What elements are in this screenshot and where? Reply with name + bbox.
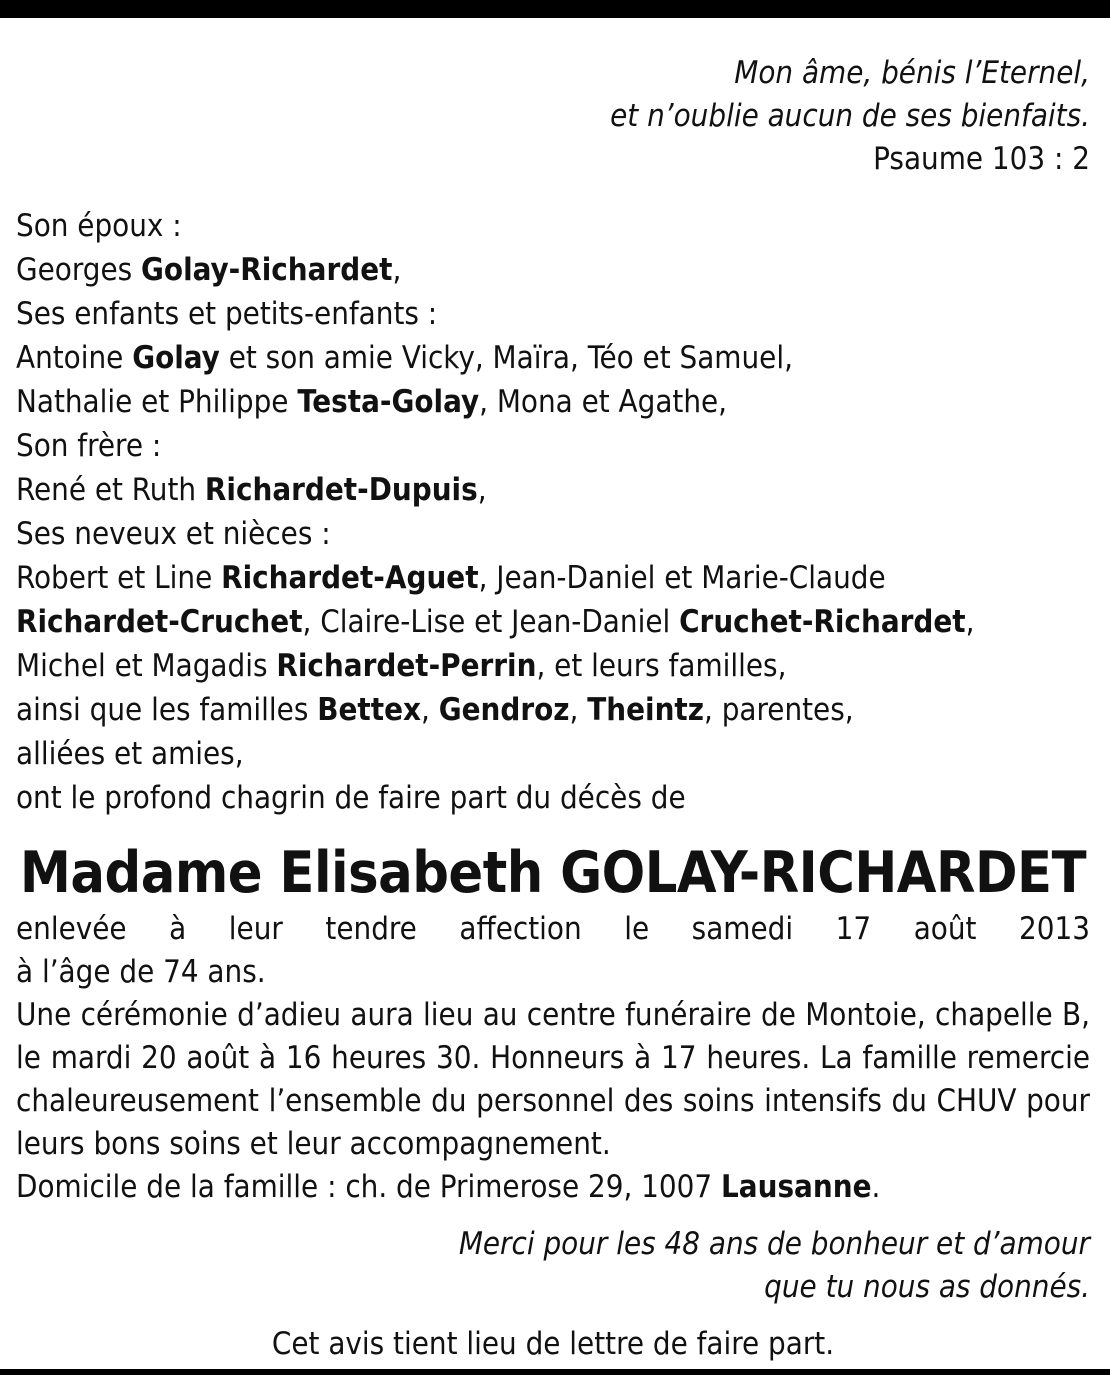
brother-surname: Richardet-Dupuis: [204, 472, 478, 508]
family-name-theintz: Theintz: [587, 692, 704, 728]
child1-surname: Golay: [132, 340, 220, 376]
families-separator-1: ,: [421, 692, 439, 728]
domicile-city: Lausanne: [721, 1169, 872, 1205]
brother-heading: Son frère :: [16, 428, 162, 464]
closing-line-2: que tu nous as donnés.: [764, 1269, 1090, 1305]
epigraph-line-2: et n’oublie aucun de ses bienfaits.: [610, 98, 1090, 134]
family-name-gendroz: Gendroz: [438, 692, 570, 728]
epigraph-line-1: Mon âme, bénis l’Eternel,: [734, 55, 1090, 91]
epigraph: [16, 52, 1090, 181]
nephew3-punctuation: ,: [965, 604, 975, 640]
closing-line-1: Merci pour les 48 ans de bonheur et d’amour: [458, 1226, 1090, 1262]
child2-first-names: Nathalie et Philippe: [16, 384, 298, 420]
nephew1-first-names: Robert et Line: [16, 560, 222, 596]
nephew2-rest: , Claire-Lise et Jean-Daniel: [302, 604, 680, 640]
families-prefix: ainsi que les familles: [16, 692, 318, 728]
closing-thanks: [16, 1223, 1090, 1309]
obituary-notice: [16, 52, 1090, 1366]
child-line-2: [16, 380, 1090, 424]
allied-line: alliées et amies,: [16, 736, 244, 772]
spouse-heading: Son époux :: [16, 208, 182, 244]
family-list: [16, 204, 1090, 820]
epigraph-reference: Psaume 103 : 2: [873, 141, 1090, 177]
nephew-line-3: [16, 644, 1090, 688]
deceased-name: Madame Elisabeth GOLAY-RICHARDET: [19, 840, 1087, 906]
nephew1-surname: Richardet-Aguet: [221, 560, 479, 596]
brother-first-names: René et Ruth: [16, 472, 205, 508]
families-rest: , parentes,: [704, 692, 854, 728]
spouse-punctuation: ,: [392, 252, 402, 288]
brother-line: [16, 468, 1090, 512]
child1-rest: et son amie Vicky, Maïra, Téo et Samuel,: [219, 340, 793, 376]
details-block: [16, 908, 1090, 1209]
spouse-first-name: Georges: [16, 252, 142, 288]
spouse-line: [16, 248, 1090, 292]
domicile-address: Domicile de la famille : ch. de Primerose 29, 1007: [16, 1169, 721, 1205]
nephew4-surname: Richardet-Perrin: [276, 648, 537, 684]
children-heading: Ses enfants et petits-enfants :: [16, 296, 438, 332]
nephew4-first-names: Michel et Magadis: [16, 648, 277, 684]
family-name-bettex: Bettex: [317, 692, 421, 728]
nephew1-rest: , Jean-Daniel et Marie-Claude: [478, 560, 886, 596]
age-line: à l’âge de 74 ans.: [16, 954, 266, 990]
domicile-line: [16, 1166, 1090, 1209]
nephews-heading: Ses neveux et nièces :: [16, 516, 331, 552]
child-line-1: [16, 336, 1090, 380]
ceremony-paragraph: Une cérémonie d’adieu aura lieu au centre funéraire de Montoie, chapelle B, le mardi 20 août à 16 heures 30. Honneurs à 17 heures. La famille remercie chaleureusement l’ensemble du personnel des soins intensifs du CHUV pour leurs bons soins et leur accompagnement.: [16, 997, 1090, 1162]
announcement-line: ont le profond chagrin de faire part du décès de: [16, 780, 686, 816]
nephew3-surname: Cruchet-Richardet: [679, 604, 966, 640]
spouse-surname: Golay-Richardet: [141, 252, 393, 288]
passing-line: enlevée à leur tendre affection le samedi 17 août 2013: [16, 911, 1090, 947]
families-line: [16, 688, 1090, 732]
child2-surname: Testa-Golay: [297, 384, 480, 420]
nephew-line-2: [16, 600, 1090, 644]
notice-footer-note: Cet avis tient lieu de lettre de faire part.: [271, 1326, 835, 1362]
brother-punctuation: ,: [477, 472, 487, 508]
nephew2-surname: Richardet-Cruchet: [16, 604, 303, 640]
top-border-rule: [0, 0, 1110, 18]
child1-first-name: Antoine: [16, 340, 133, 376]
child2-rest: , Mona et Agathe,: [479, 384, 728, 420]
nephew-line-1: [16, 556, 1090, 600]
domicile-punctuation: .: [871, 1169, 881, 1205]
bottom-border-rule: [0, 1369, 1110, 1375]
families-separator-2: ,: [569, 692, 588, 728]
nephew4-rest: , et leurs familles,: [536, 648, 787, 684]
